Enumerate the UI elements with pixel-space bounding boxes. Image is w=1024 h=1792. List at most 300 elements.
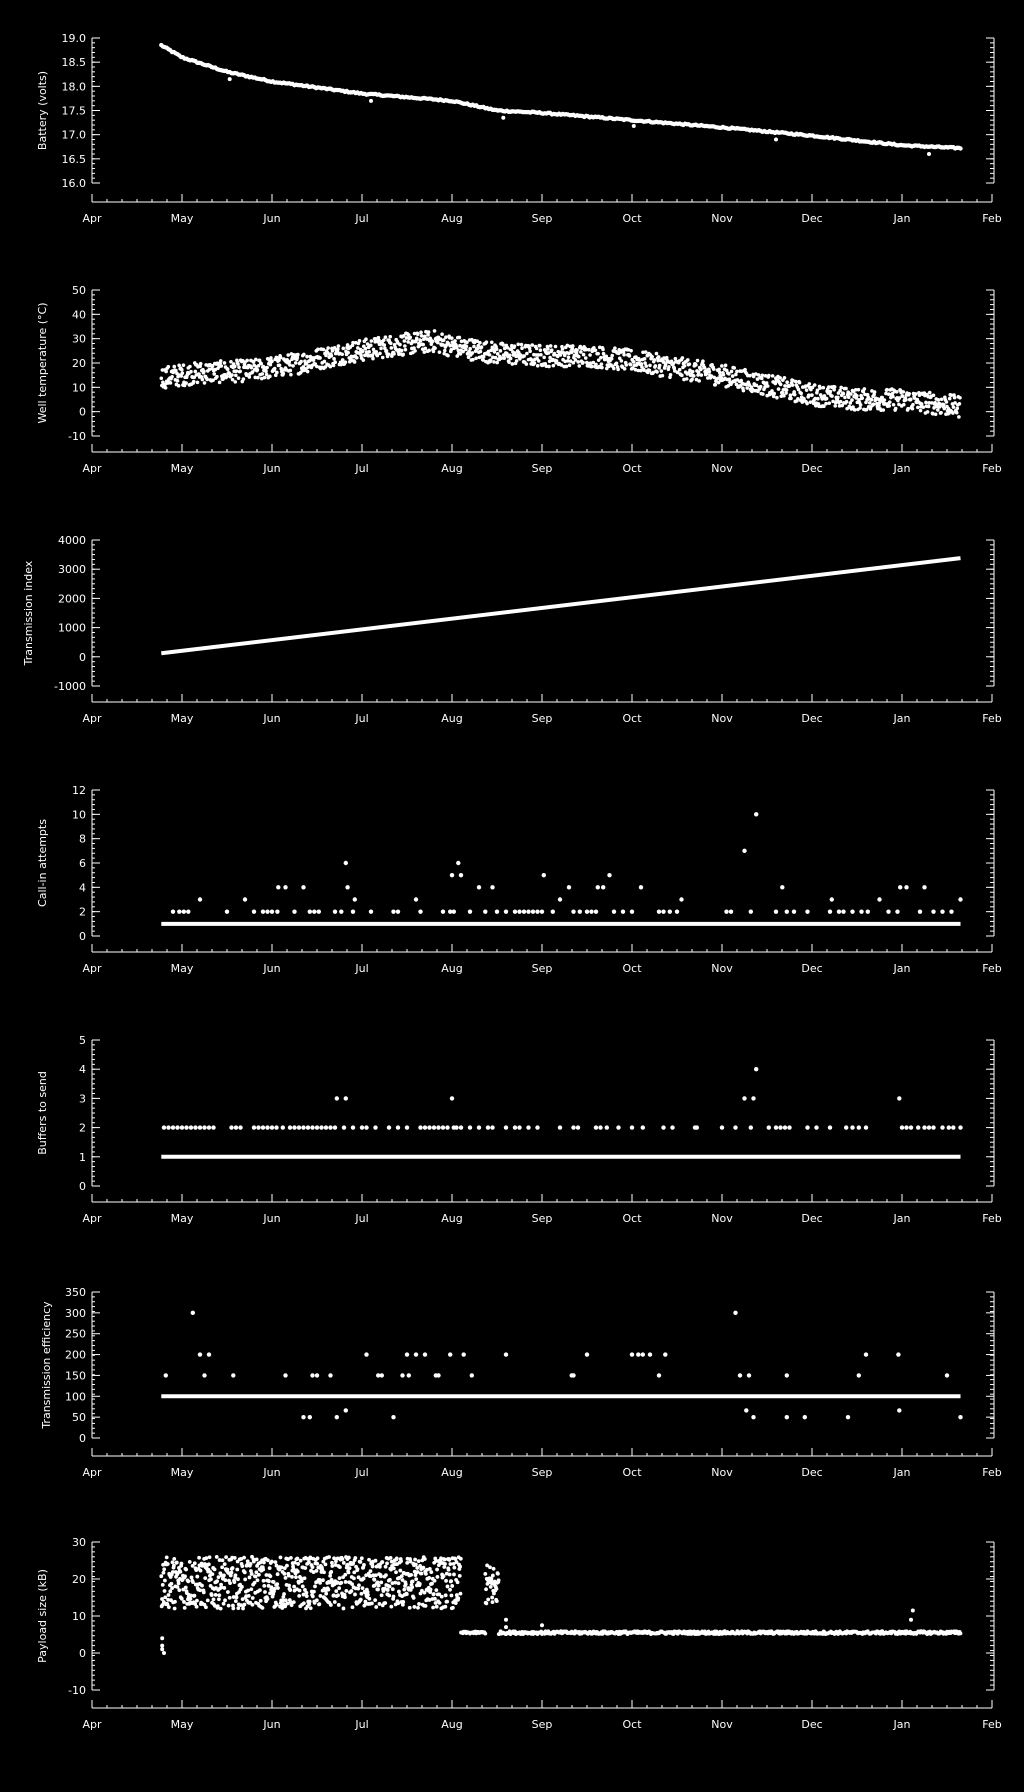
data-point: [443, 349, 447, 353]
data-point: [771, 374, 775, 378]
data-point: [644, 364, 648, 368]
data-point: [258, 1588, 262, 1592]
data-point: [602, 352, 606, 356]
x-tick-label: Sep: [531, 712, 553, 725]
data-point: [610, 357, 614, 361]
data-point: [272, 1580, 276, 1584]
data-point: [501, 116, 505, 120]
y-tick-label: 150: [65, 1369, 86, 1383]
data-point: [228, 1581, 232, 1585]
data-point: [600, 362, 604, 366]
y-tick-label: 0: [79, 930, 86, 943]
data-point: [416, 332, 420, 336]
x-tick-label: Sep: [531, 1466, 553, 1479]
data-point: [212, 1597, 216, 1601]
data-point: [256, 376, 260, 380]
data-point: [714, 383, 718, 387]
data-point: [180, 1597, 184, 1601]
data-point: [733, 1125, 737, 1129]
data-point: [356, 1567, 360, 1571]
data-point: [162, 1125, 166, 1129]
data-point: [958, 402, 962, 406]
data-point: [442, 338, 446, 342]
data-point: [615, 362, 619, 366]
data-point: [306, 370, 310, 374]
data-point: [414, 1563, 418, 1567]
data-point: [403, 339, 407, 343]
data-point: [784, 391, 788, 395]
data-point: [205, 378, 209, 382]
data-point: [628, 354, 632, 358]
data-point: [417, 1602, 421, 1606]
data-point: [265, 366, 269, 370]
data-point: [423, 1557, 427, 1561]
data-point: [235, 1568, 239, 1572]
data-point: [276, 1572, 280, 1576]
x-tick-label: Jul: [355, 1466, 369, 1479]
data-point: [909, 397, 913, 401]
data-point: [472, 345, 476, 349]
data-point: [844, 387, 848, 391]
data-point: [504, 1352, 508, 1356]
x-tick-label: Jan: [893, 1466, 911, 1479]
data-point: [585, 909, 589, 913]
data-point: [416, 1570, 420, 1574]
data-point: [376, 1588, 380, 1592]
data-point: [292, 1125, 296, 1129]
data-point: [785, 1415, 789, 1419]
data-point: [248, 1576, 252, 1580]
x-tick-label: Jun: [263, 1212, 281, 1225]
data-point: [837, 909, 841, 913]
x-tick-label: Jun: [263, 962, 281, 975]
data-point: [530, 343, 534, 347]
data-point: [630, 1352, 634, 1356]
data-point: [355, 356, 359, 360]
data-point: [364, 1352, 368, 1356]
data-point: [483, 1572, 487, 1576]
data-point: [172, 1557, 176, 1561]
y-tick-label: 30: [72, 1536, 86, 1549]
data-point: [731, 374, 735, 378]
data-point: [268, 1566, 272, 1570]
data-point: [492, 1567, 496, 1571]
data-point: [902, 403, 906, 407]
x-tick-label: Apr: [82, 212, 102, 225]
data-point: [371, 1565, 375, 1569]
data-point: [921, 405, 925, 409]
data-point: [370, 339, 374, 343]
data-point: [845, 400, 849, 404]
data-point: [315, 1562, 319, 1566]
data-point: [717, 368, 721, 372]
data-point: [294, 1575, 298, 1579]
data-point: [911, 403, 915, 407]
x-tick-label: Feb: [982, 1212, 1002, 1225]
data-point: [202, 1591, 206, 1595]
data-point: [234, 1573, 238, 1577]
data-point: [249, 1587, 253, 1591]
data-point: [176, 379, 180, 383]
data-point: [401, 1600, 405, 1604]
data-point: [289, 369, 293, 373]
data-point: [648, 364, 652, 368]
data-point: [885, 388, 889, 392]
data-point: [490, 1596, 494, 1600]
data-point: [238, 370, 242, 374]
data-point: [265, 373, 269, 377]
data-point: [164, 370, 168, 374]
data-point: [305, 1594, 309, 1598]
data-point: [260, 372, 264, 376]
data-point: [317, 909, 321, 913]
data-point: [520, 346, 524, 350]
data-point: [948, 397, 952, 401]
data-point: [450, 1096, 454, 1100]
data-point: [324, 1125, 328, 1129]
data-point: [462, 1352, 466, 1356]
data-point: [429, 1588, 433, 1592]
data-point: [878, 401, 882, 405]
y-tick-label: 300: [65, 1306, 86, 1320]
data-point: [353, 897, 357, 901]
x-tick-label: Feb: [982, 712, 1002, 725]
data-point: [924, 401, 928, 405]
data-point: [558, 897, 562, 901]
data-point: [888, 400, 892, 404]
data-point: [402, 1588, 406, 1592]
data-point: [248, 375, 252, 379]
data-point: [250, 366, 254, 370]
data-point: [805, 388, 809, 392]
data-point: [206, 1599, 210, 1603]
data-point: [452, 1566, 456, 1570]
data-point: [883, 398, 887, 402]
data-point: [432, 1592, 436, 1596]
chart-well_temp: [36, 284, 1002, 475]
data-point: [495, 1587, 499, 1591]
data-point: [262, 1561, 266, 1565]
x-tick-label: Nov: [711, 1212, 733, 1225]
data-point: [486, 1598, 490, 1602]
data-point: [186, 1579, 190, 1583]
data-point: [204, 1605, 208, 1609]
data-point: [565, 365, 569, 369]
data-point: [431, 339, 435, 343]
x-tick-label: Jan: [893, 712, 911, 725]
data-point: [279, 356, 283, 360]
data-point: [298, 1589, 302, 1593]
data-point: [352, 1576, 356, 1580]
data-point: [180, 1562, 184, 1566]
data-point: [308, 909, 312, 913]
data-point: [329, 1603, 333, 1607]
data-point: [909, 1618, 913, 1622]
data-point: [180, 1125, 184, 1129]
data-point: [798, 381, 802, 385]
data-point: [454, 1601, 458, 1605]
data-point: [259, 362, 263, 366]
data-point: [833, 404, 837, 408]
data-point: [189, 1597, 193, 1601]
data-point: [632, 360, 636, 364]
data-point: [223, 361, 227, 365]
data-point: [489, 1585, 493, 1589]
data-point: [195, 1575, 199, 1579]
data-point: [783, 1125, 787, 1129]
y-axis-label: Call-in attempts: [36, 819, 49, 907]
data-point: [504, 1125, 508, 1129]
data-point: [546, 347, 550, 351]
data-point: [911, 1608, 915, 1612]
data-point: [450, 1594, 454, 1598]
data-point: [391, 909, 395, 913]
data-point: [920, 402, 924, 406]
data-point: [380, 1373, 384, 1377]
data-point: [243, 897, 247, 901]
data-point: [785, 1373, 789, 1377]
data-point: [497, 1578, 501, 1582]
data-point: [220, 1565, 224, 1569]
x-tick-label: Nov: [711, 712, 733, 725]
data-point: [488, 1565, 492, 1569]
y-tick-label: 10: [72, 808, 86, 822]
data-point: [324, 1592, 328, 1596]
data-point: [212, 372, 216, 376]
data-point: [400, 1373, 404, 1377]
data-point: [632, 124, 636, 128]
data-point: [839, 386, 843, 390]
data-point: [367, 1597, 371, 1601]
data-point: [414, 1577, 418, 1581]
data-point: [413, 1558, 417, 1562]
data-point: [396, 909, 400, 913]
data-point: [413, 349, 417, 353]
data-point: [644, 350, 648, 354]
data-point: [881, 408, 885, 412]
data-point: [235, 369, 239, 373]
data-point: [576, 1125, 580, 1129]
data-point: [308, 1600, 312, 1604]
data-point: [344, 1408, 348, 1412]
data-point: [287, 1574, 291, 1578]
data-point: [495, 909, 499, 913]
data-point: [344, 1580, 348, 1584]
data-point: [444, 335, 448, 339]
data-point: [168, 1589, 172, 1593]
data-point: [240, 1564, 244, 1568]
data-point: [362, 1563, 366, 1567]
data-point: [596, 885, 600, 889]
data-point: [465, 345, 469, 349]
data-point: [441, 909, 445, 913]
data-point: [254, 1575, 258, 1579]
data-point: [387, 1594, 391, 1598]
data-point: [612, 367, 616, 371]
data-point: [436, 1373, 440, 1377]
data-point: [193, 1561, 197, 1565]
data-point: [216, 1604, 220, 1608]
data-point: [369, 1569, 373, 1573]
data-point: [441, 1125, 445, 1129]
data-point: [433, 346, 437, 350]
data-point: [343, 1595, 347, 1599]
data-point: [351, 909, 355, 913]
data-point: [360, 1125, 364, 1129]
x-tick-label: Sep: [531, 212, 553, 225]
x-tick-label: Aug: [441, 712, 463, 725]
data-point: [359, 1598, 363, 1602]
x-tick-label: May: [170, 1212, 194, 1225]
data-point: [274, 1125, 278, 1129]
data-point: [312, 1590, 316, 1594]
data-point: [440, 1595, 444, 1599]
data-point: [302, 353, 306, 357]
data-point: [374, 1573, 378, 1577]
data-point: [414, 1352, 418, 1356]
data-point: [202, 1373, 206, 1377]
data-point: [323, 360, 327, 364]
data-point: [718, 371, 722, 375]
y-tick-label: 200: [65, 1348, 86, 1362]
data-point: [945, 1373, 949, 1377]
data-point: [389, 1605, 393, 1609]
data-point: [814, 1125, 818, 1129]
data-point: [415, 337, 419, 341]
data-point: [450, 336, 454, 340]
data-point: [416, 1606, 420, 1610]
data-point: [491, 1600, 495, 1604]
data-point: [459, 1125, 463, 1129]
data-point: [226, 1590, 230, 1594]
y-tick-label: 350: [65, 1286, 86, 1299]
data-point: [490, 1125, 494, 1129]
data-point: [667, 365, 671, 369]
data-point: [326, 346, 330, 350]
data-point: [184, 1568, 188, 1572]
data-point: [430, 1582, 434, 1586]
data-point: [630, 909, 634, 913]
data-point: [217, 1597, 221, 1601]
data-point: [360, 1592, 364, 1596]
data-point: [612, 909, 616, 913]
data-point: [456, 861, 460, 865]
data-point: [761, 373, 765, 377]
data-point: [358, 1560, 362, 1564]
data-point: [162, 1571, 166, 1575]
data-point: [436, 1125, 440, 1129]
data-point: [605, 1125, 609, 1129]
data-point: [196, 381, 200, 385]
data-point: [483, 1632, 487, 1636]
data-point: [390, 346, 394, 350]
data-point: [953, 396, 957, 400]
data-point: [926, 410, 930, 414]
y-tick-label: 50: [72, 284, 86, 297]
data-point: [269, 356, 273, 360]
data-point: [342, 1561, 346, 1565]
data-point: [217, 1593, 221, 1597]
data-point: [364, 1125, 368, 1129]
data-point: [744, 1408, 748, 1412]
data-point: [906, 407, 910, 411]
data-point: [657, 355, 661, 359]
data-point: [542, 873, 546, 877]
data-point: [394, 1570, 398, 1574]
data-point: [668, 909, 672, 913]
data-point: [218, 381, 222, 385]
data-point: [361, 349, 365, 353]
data-point: [403, 344, 407, 348]
x-tick-label: May: [170, 962, 194, 975]
data-point: [173, 1600, 177, 1604]
data-point: [774, 138, 778, 142]
data-point: [785, 909, 789, 913]
data-point: [344, 1589, 348, 1593]
data-point: [351, 1125, 355, 1129]
data-point: [362, 1577, 366, 1581]
data-point: [330, 354, 334, 358]
data-point: [648, 1352, 652, 1356]
data-point: [164, 1373, 168, 1377]
data-point: [364, 337, 368, 341]
data-point: [694, 363, 698, 367]
data-point: [230, 1571, 234, 1575]
data-point: [471, 351, 475, 355]
data-point: [937, 398, 941, 402]
data-point: [742, 389, 746, 393]
data-point: [169, 1582, 173, 1586]
data-point: [283, 1572, 287, 1576]
y-tick-label: 2: [79, 1121, 86, 1135]
data-point: [281, 1125, 285, 1129]
data-point: [456, 1596, 460, 1600]
data-point: [347, 1556, 351, 1560]
data-point: [340, 1557, 344, 1561]
data-point: [328, 1125, 332, 1129]
data-point: [263, 1590, 267, 1594]
data-point: [765, 381, 769, 385]
y-tick-label: 16.0: [61, 177, 86, 190]
data-point: [650, 355, 654, 359]
data-point: [211, 1572, 215, 1576]
data-point: [427, 1125, 431, 1129]
data-point: [295, 1557, 299, 1561]
data-point: [388, 1578, 392, 1582]
data-point: [358, 339, 362, 343]
data-point: [180, 368, 184, 372]
data-point: [231, 1566, 235, 1570]
data-point: [167, 365, 171, 369]
y-tick-label: 4: [79, 1063, 86, 1077]
data-point: [914, 392, 918, 396]
data-point: [927, 405, 931, 409]
data-point: [895, 909, 899, 913]
data-point: [310, 1373, 314, 1377]
data-point: [321, 1578, 325, 1582]
data-point: [568, 363, 572, 367]
data-point: [182, 909, 186, 913]
data-point: [789, 397, 793, 401]
x-tick-label: Sep: [531, 1212, 553, 1225]
data-point: [445, 1125, 449, 1129]
data-point: [270, 359, 274, 363]
data-point: [742, 1096, 746, 1100]
data-point: [419, 331, 423, 335]
data-point: [789, 393, 793, 397]
data-point: [198, 1125, 202, 1129]
data-point: [504, 1618, 508, 1622]
